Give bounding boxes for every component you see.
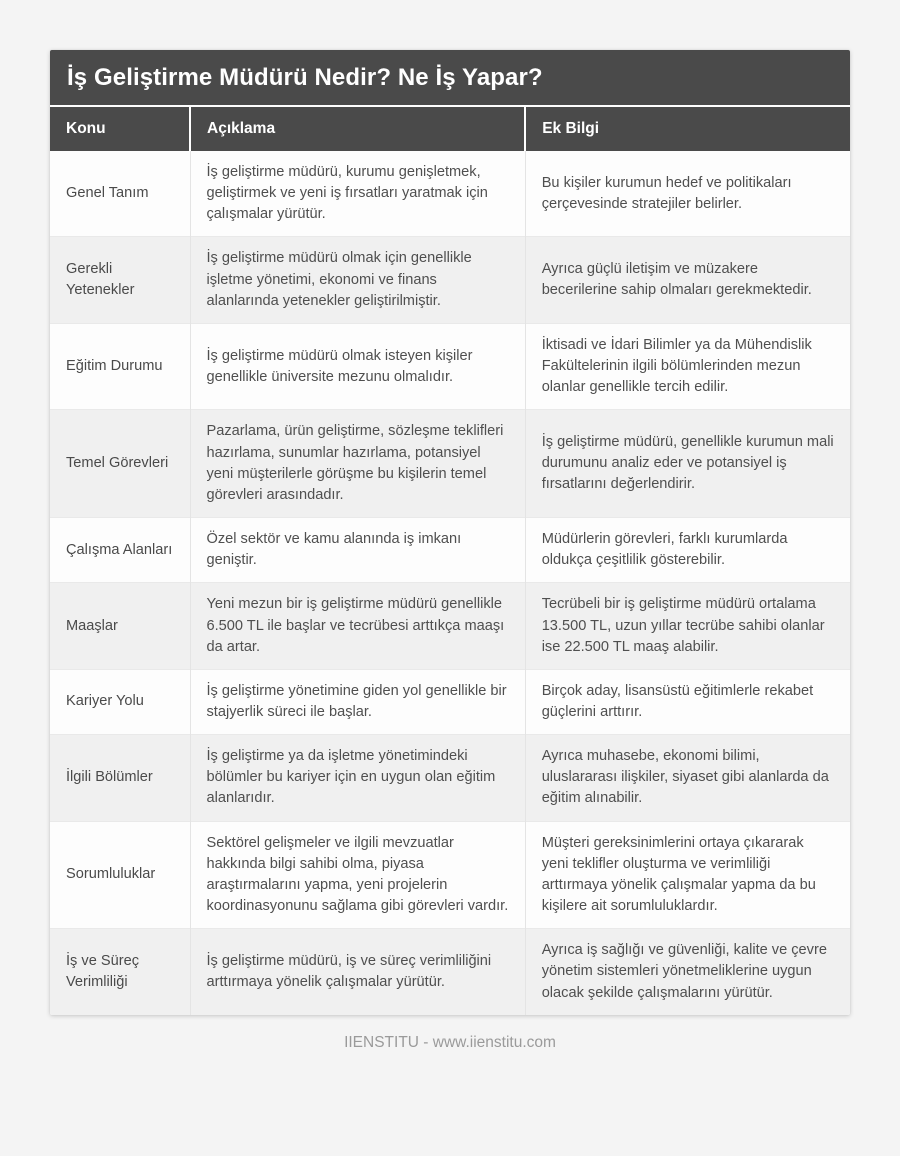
table-row: [50, 518, 850, 583]
description-cell: Yeni mezun bir iş geliştirme müdürü genellikle 6.500 TL ile başlar ve tecrübesi arttıkça maaşı da artar.: [190, 583, 525, 669]
topic-cell: Kariyer Yolu: [50, 669, 190, 734]
extra-info-cell: Bu kişiler kurumun hedef ve politikaları çerçevesinde stratejiler belirler.: [525, 151, 850, 237]
topic-cell: Sorumluluklar: [50, 821, 190, 929]
topic-cell: Çalışma Alanları: [50, 518, 190, 583]
table-row: [50, 583, 850, 669]
topic-cell: Eğitim Durumu: [50, 323, 190, 409]
extra-info-cell: Müdürlerin görevleri, farklı kurumlarda oldukça çeşitlilik gösterebilir.: [525, 518, 850, 583]
extra-info-cell: Ayrıca güçlü iletişim ve müzakere becerilerine sahip olmaları gerekmektedir.: [525, 237, 850, 323]
topic-cell: İş ve Süreç Verimliliği: [50, 929, 190, 1015]
extra-info-cell: Müşteri gereksinimlerini ortaya çıkararak yeni teklifler oluşturma ve verimliliği arttırmaya yönelik çalışmalar yapma da bu kişilere ait sorumluluklardır.: [525, 821, 850, 929]
extra-info-cell: İş geliştirme müdürü, genellikle kurumun mali durumunu analiz eder ve potansiyel iş fırsatlarını değerlendirir.: [525, 410, 850, 518]
table-row: [50, 735, 850, 821]
table-row: [50, 669, 850, 734]
description-cell: İş geliştirme müdürü olmak isteyen kişiler genellikle üniversite mezunu olmalıdır.: [190, 323, 525, 409]
topic-cell: İlgili Bölümler: [50, 735, 190, 821]
table-row: [50, 929, 850, 1015]
footer-credit: IIENSTITU - www.iienstitu.com: [344, 1033, 556, 1051]
description-cell: İş geliştirme müdürü, kurumu genişletmek, geliştirmek ve yeni iş fırsatları yaratmak için çalışmalar yürütür.: [190, 151, 525, 237]
topic-cell: Genel Tanım: [66, 185, 149, 202]
description-cell: İş geliştirme müdürü olmak için genellikle işletme yönetimi, ekonomi ve finans alanlarında yetenekler geliştirilmiştir.: [190, 237, 525, 323]
column-header-ek-bilgi: Ek Bilgi: [525, 107, 850, 151]
extra-info-cell: Birçok aday, lisansüstü eğitimlerle rekabet güçlerini arttırır.: [525, 669, 850, 734]
topic-cell: Temel Görevleri: [50, 410, 190, 518]
table-row: [50, 151, 850, 237]
column-header-konu: Konu: [50, 107, 190, 151]
table-row: [50, 410, 850, 518]
description-cell: İş geliştirme müdürü, iş ve süreç verimliliğini arttırmaya yönelik çalışmalar yürütür.: [190, 929, 525, 1015]
table-header-row: [50, 107, 850, 151]
extra-info-cell: Ayrıca iş sağlığı ve güvenliği, kalite ve çevre yönetim sistemleri yönetmeliklerine uygun olacak şekilde çalışmalarını yürütür.: [525, 929, 850, 1015]
description-cell: İş geliştirme yönetimine giden yol genellikle bir stajyerlik süreci ile başlar.: [190, 669, 525, 734]
description-cell: Özel sektör ve kamu alanında iş imkanı geniştir.: [190, 518, 525, 583]
extra-info-cell: İktisadi ve İdari Bilimler ya da Mühendislik Fakültelerinin ilgili bölümlerinden mezun olanlar genellikle tercih edilir.: [525, 323, 850, 409]
description-cell: Sektörel gelişmeler ve ilgili mevzuatlar hakkında bilgi sahibi olma, piyasa araştırmalarını yapma, yeni projelerin koordinasyonunu sağlama gibi görevleri vardır.: [190, 821, 525, 929]
topic-cell: Maaşlar: [50, 583, 190, 669]
table-row: [50, 237, 850, 323]
description-cell: Pazarlama, ürün geliştirme, sözleşme teklifleri hazırlama, sunumlar hazırlama, potansiyel yeni müşterilerle görüşme bu kişilerin temel görevleri arasındadır.: [190, 410, 525, 518]
page-title: İş Geliştirme Müdürü Nedir? Ne İş Yapar?: [50, 50, 850, 107]
extra-info-cell: Tecrübeli bir iş geliştirme müdürü ortalama 13.500 TL, uzun yıllar tecrübe sahibi olanlar ise 22.500 TL maaş alabilir.: [525, 583, 850, 669]
description-cell: İş geliştirme ya da işletme yönetimindeki bölümler bu kariyer için en uygun olan eğitim alanlarıdır.: [190, 735, 525, 821]
table-row: [50, 821, 850, 929]
table-row: [50, 323, 850, 409]
document-card: [50, 50, 850, 1015]
extra-info-cell: Ayrıca muhasebe, ekonomi bilimi, uluslararası ilişkiler, siyaset gibi alanlarda da eğitim alınabilir.: [525, 735, 850, 821]
topic-cell: Gerekli Yetenekler: [50, 237, 190, 323]
column-header-aciklama: Açıklama: [190, 107, 525, 151]
info-table: [50, 107, 850, 1015]
